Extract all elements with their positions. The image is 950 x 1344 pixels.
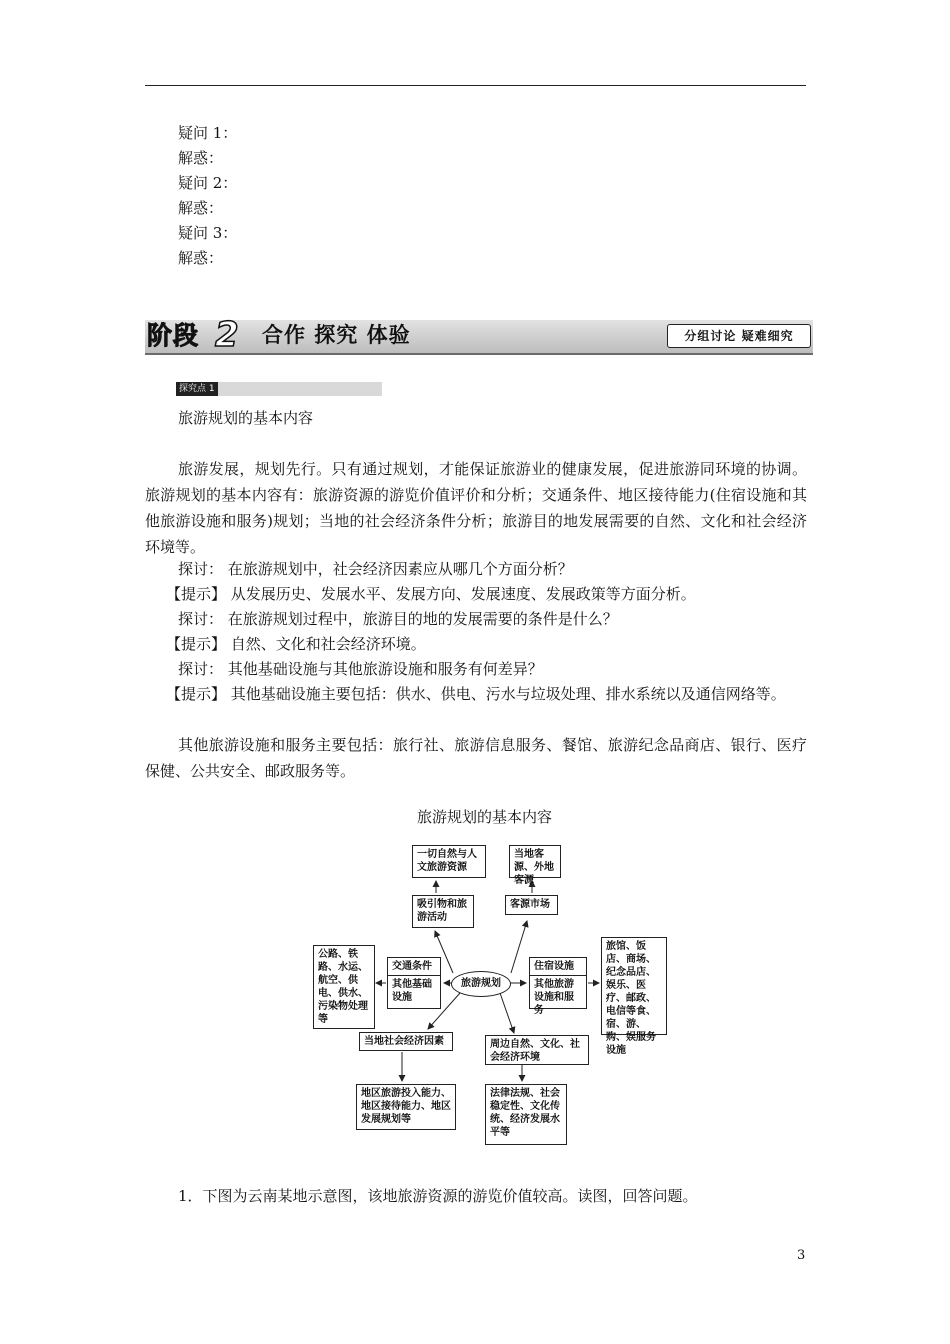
center-node: 旅游规划 [451, 971, 511, 997]
answer-1-label: 解惑： [178, 149, 224, 167]
probe-tag: 探究点 1 [176, 382, 218, 396]
environment-detail-node: 法律法规、社会稳定性、文化传统、经济发展水平等 [485, 1084, 567, 1145]
transport-detail-node: 公路、铁路、水运、航空、供电、供水、污染物处理等 [313, 945, 375, 1029]
source-market-node: 客源市场 [505, 895, 558, 915]
stage-tag: 分组讨论 疑难细究 [667, 324, 811, 348]
answer-3-label: 解惑： [178, 249, 224, 267]
attractions-node: 吸引物和旅游活动 [412, 895, 474, 928]
environment-node: 周边自然、文化、社会经济环境 [485, 1035, 589, 1065]
question-1-label: 疑问 1： [178, 124, 238, 142]
hint-3-continued: 其他旅游设施和服务主要包括：旅行社、旅游信息服务、餐馆、旅游纪念品商店、银行、医疗保健、公共安全、邮政服务等。 [145, 736, 807, 780]
transport-top: 交通条件 [392, 961, 432, 972]
arrow-to-environment [500, 993, 514, 1033]
lodging-top: 住宿设施 [534, 961, 574, 972]
hint-2: 【提示】 自然、文化和社会经济环境。 [166, 635, 426, 653]
question-1: 1．下图为云南某地示意图，该地旅游资源的游览价值较高。读图，回答问题。 [178, 1187, 698, 1205]
lodging-node [529, 957, 587, 1016]
discussion-3: 探讨： 其他基础设施与其他旅游设施和服务有何差异？ [178, 660, 543, 678]
socioeconomic-node: 当地社会经济因素 [359, 1032, 453, 1051]
lodging-bottom: 其他旅游设施和服务 [530, 975, 586, 1019]
stage-number: 2 [215, 315, 239, 355]
answer-2-label: 解惑： [178, 199, 224, 217]
qa-list [178, 121, 237, 271]
stage-title: 合作 探究 体验 [262, 323, 411, 347]
page-number: 3 [797, 1248, 806, 1263]
lodging-detail-node: 旅馆、饭店、商场、纪念品店、娱乐、医疗、邮政、电信等食、宿、游、购、娱服务设施 [601, 937, 667, 1035]
hint-3: 【提示】 其他基础设施主要包括：供水、供电、污水与垃圾处理、排水系统以及通信网络等。 [166, 685, 786, 703]
discussion-2: 探讨： 在旅游规划过程中，旅游目的地的发展需要的条件是什么？ [178, 610, 618, 628]
question-3-label: 疑问 3： [178, 224, 238, 242]
intro-paragraph: 旅游发展，规划先行。只有通过规划，才能保证旅游业的健康发展，促进旅游同环境的协调。旅游规划的基本内容有：旅游资源的游览价值评价和分析；交通条件、地区接待能力(住宿设施和其他旅游设施和服务)规划；当地的社会经济条件分析；旅游目的地发展需要的自然、文化和社会经济环境等。 [145, 460, 807, 556]
hint-1: 【提示】 从发展历史、发展水平、发展方向、发展速度、发展政策等方面分析。 [166, 585, 696, 603]
stage-label: 阶段 [147, 321, 200, 350]
probe-heading: 旅游规划的基本内容 [178, 409, 314, 427]
transport-node [387, 957, 441, 1009]
question-2-label: 疑问 2： [178, 174, 238, 192]
diagram-title: 旅游规划的基本内容 [417, 808, 553, 826]
natural-resources-node: 一切自然与人文旅游资源 [412, 845, 486, 878]
transport-bottom: 其他基础设施 [388, 975, 440, 1006]
arrow-to-market [511, 921, 527, 973]
socio-detail-node: 地区旅游投入能力、地区接待能力、地区发展规划等 [356, 1084, 456, 1130]
source-local-node: 当地客源、外地客源 [509, 845, 561, 878]
planning-diagram [300, 835, 680, 1155]
discussion-1: 探讨： 在旅游规划中，社会经济因素应从哪几个方面分析？ [178, 560, 573, 578]
header-rule [145, 85, 806, 86]
